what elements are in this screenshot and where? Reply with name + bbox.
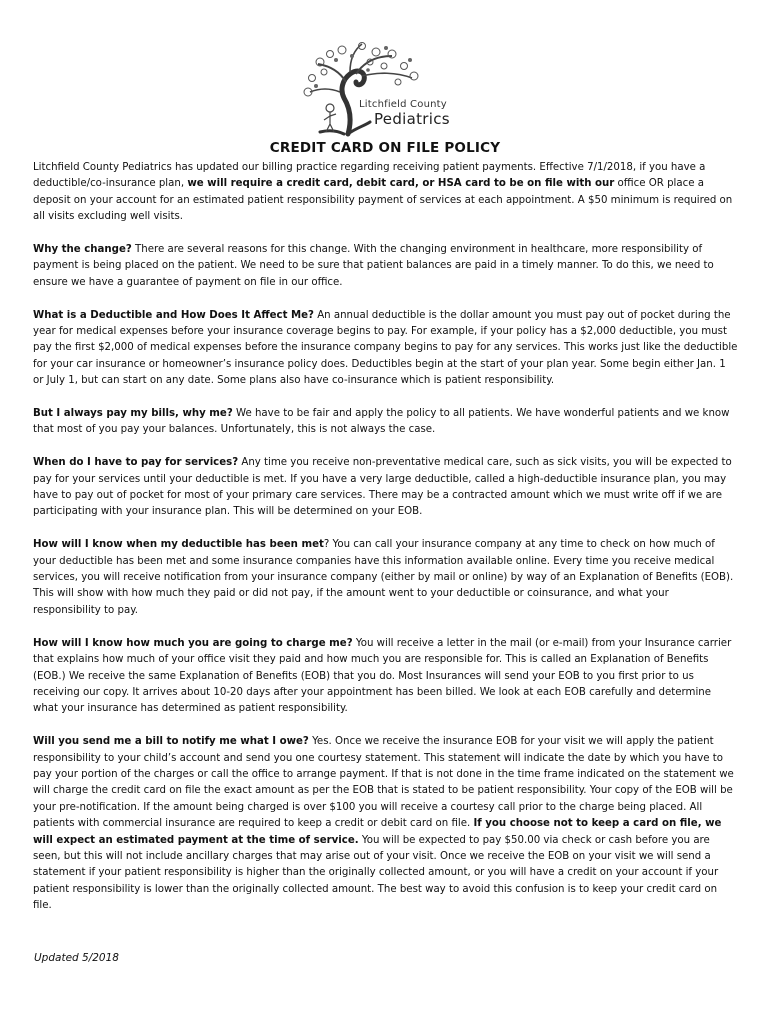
logo-text-line2: Pediatrics	[374, 110, 450, 128]
faq-how-much	[33, 636, 739, 718]
faq-why-change	[33, 242, 739, 291]
intro-bold-text: we will require a credit card, debit card, or HSA card to be on file with our	[187, 178, 615, 190]
faq-answer: You will receive a letter in the mail (or e-mail) from your Insurance carrier that explains how much of your office visit they paid and how much you are responsible for. This is called an Explanation of Benefits (EOB.) We receive the same Explanation of Benefits (EOB) that you do. Most Insurances will send your EOB to you first prior to us receiving our copy. It arrives about 10-20 days after your appointment has been billed. We look at each EOB carefully and determine what your insurance has determined as patient responsibility.	[33, 637, 732, 715]
faq-question: When do I have to pay for services?	[33, 457, 239, 469]
faq-answer: An annual deductible is the dollar amount you must pay out of pocket during the year for medical expenses before your insurance coverage begins to pay. For example, if your policy has a $2,000 deductible, you must pay the first $2,000 of medical expenses before the insurance company begins to pay for any services. This works just like the deductible for your car insurance or homeowner’s insurance policy does. Deductibles begin at the start of your plan year. Some begin either Jan. 1 or July 1, but can start on any date. Some plans also have co-insurance which is patient responsibility.	[33, 309, 738, 387]
faq-answer: We have to be fair and apply the policy to all patients. We have wonderful patients and we know that most of you pay your balances. Unfortunately, this is not always the case.	[33, 408, 730, 436]
intro-text: Litchfield County Pediatrics has updated our billing practice regarding receiving patient payments. Effective 7/1/2018, if you have a deductible/co-insurance plan,	[33, 162, 706, 190]
faq-answer-end: You will be expected to pay $50.00 via check or cash before you are seen, but this will not include ancillary charges that may arise out of your visit. Once we receive the EOB on your visit we will send a statement if your patient responsibility is higher than the originally collected amount, or you will have a credit on your account if your patient responsibility is lower than the originally collected amount. The best way to avoid this confusion is to keep your credit card on file.	[33, 834, 719, 912]
faq-answer: Yes. Once we receive the insurance EOB for your visit we will apply the patient responsibility to your child’s account and send you one courtesy statement. This statement will indicate the date by which you have to pay your portion of the charges or call the office to arrange payment. If that is not done in the time frame indicated on the statement we will charge the credit card on file the exact amount as per the EOB that is stated to be patient responsibility. Your copy of the EOB will be your pre-notification. If the amount being charged is over $100 you will receive a courtesy call prior to the charge being placed. All patients with commercial insurance are required to keep a credit or debit card on file.	[33, 736, 734, 830]
faq-answer: Any time you receive non-preventative medical care, such as sick visits, you will be expected to pay for your services until your deductible is met. If you have a very large deductible, called a high-deductible insurance plan, you may have to pay out of pocket for most of your primary care services. There may be a contracted amount which we must write off if we are participating with your insurance plan. This will be determined on your EOB.	[33, 457, 732, 518]
policy-body	[33, 160, 739, 931]
faq-question: Will you send me a bill to notify me what I owe?	[33, 736, 309, 748]
faq-deductible	[33, 308, 739, 390]
intro-text-end: office OR place a deposit on your account for an estimated patient responsibility payment of services at each appointment. A $50 minimum is required on all visits excluding well visits.	[33, 178, 733, 223]
faq-question: Why the change?	[33, 244, 132, 256]
faq-answer: ? You can call your insurance company at any time to check on how much of your deductible has been met and some insurance companies have this information available online. Every time you receive medical services, you will receive notification from your insurance company (either by mail or online) by way of an Explanation of Benefits (EOB). This will show with how much they paid or did not pay, if the amount went to your deductible or coinsurance, and what your responsibility to pay.	[33, 539, 734, 616]
faq-question: How will I know how much you are going to charge me?	[33, 637, 353, 649]
faq-when-pay	[33, 455, 739, 521]
faq-answer: There are several reasons for this change. With the changing environment in healthcare, more responsibility of payment is being placed on the patient. We need to be sure that patient balances are paid in a timely manner. To do this, we need to ensure we have a guarantee of payment on file in our office.	[33, 244, 714, 288]
intro-paragraph	[33, 160, 739, 226]
logo-text-line1: Litchfield County	[359, 99, 447, 110]
faq-answer-bold: If you choose not to keep a card on file, we will expect an estimated payment at the time of service.	[33, 818, 722, 846]
faq-question: What is a Deductible and How Does It Affect Me?	[33, 309, 314, 321]
faq-deductible-met	[33, 537, 739, 619]
faq-send-bill	[33, 734, 739, 914]
faq-why-me	[33, 406, 739, 439]
updated-date: Updated 5/2018	[34, 952, 119, 964]
page-title: CREDIT CARD ON FILE POLICY	[269, 140, 501, 156]
faq-question: But I always pay my bills, why me?	[33, 408, 233, 420]
faq-question: How will I know when my deductible has been met	[33, 539, 324, 551]
